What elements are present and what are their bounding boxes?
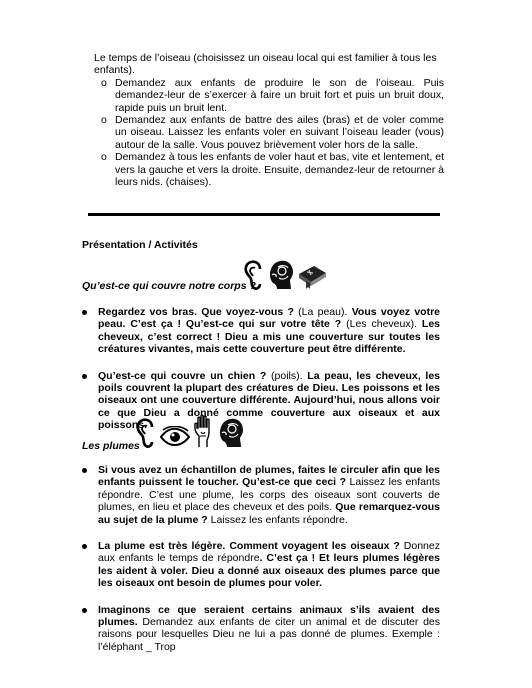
section-title-body-covering: Qu’est-ce qui couvre notre corps ? [82,280,256,292]
list-item [82,306,440,356]
head-thinking-icon [268,260,294,290]
circle-bullet: o [101,151,107,164]
circle-bullet: o [101,114,107,127]
ear-icon [244,260,265,290]
ear-icon [136,418,157,448]
item-text: La plume est très légère. Comment voyagent les oiseaux ? Donnez aux enfants le temps de répondre. C’est ça ! Et leurs plumes légères les aident à voler. Dieu a donné aux oiseaux des plumes parce que les oiseaux ont besoin de plumes pour voler. [98,540,440,590]
section1-list [82,306,440,432]
list-item [82,540,440,590]
section1-icons [244,260,327,290]
list-item: o Demandez aux enfants de produire le son de l’oiseau. Puis demandez-leur de s’exercer à faire un bruit fort et puis un bruit doux, rapide puis un bruit lent. [101,76,444,114]
circle-bullet: o [101,76,107,89]
list-item: o Demandez aux enfants de battre des ailes (bras) et de voler comme un oiseau. Laissez les enfants voler en suivant l’oiseau leader (vous) autour de la salle. Vous pouvez brièvement voler hors de la salle. [101,114,444,151]
bullet-dot [82,544,87,549]
list-item [82,604,440,654]
section2-icons [136,414,244,448]
bullet-dot [82,310,87,315]
bullet-dot [82,468,87,473]
list-item: o Demandez à tous les enfants de voler haut et bas, vite et lentement, et vers la gauche et vers la droite. Ensuite, demandez-leur de retourner à leurs nids. (chaises). [101,151,444,189]
bullet-dot [82,374,87,379]
section-title-feathers: Les plumes [82,440,140,452]
intro-line: Le temps de l’oiseau (choisissez un oiseau local qui est familier à tous les enfants). [94,52,437,77]
bible-icon [297,262,327,290]
intro-sublist [94,77,444,189]
item-text: Si vous avez un échantillon de plumes, faites le circuler afin que les enfants puissent le toucher. Qu’est-ce que ceci ? Laissez les enfants répondre. C’est une plume, les corps des oiseaux sont couverts de plumes, en lieu et place des cheveux et des poils. Que remarquez-vous au sujet de la plume ? Laissez les enfants répondre. [98,464,440,526]
intro-block [94,52,444,188]
item-text: Imaginons ce que seraient certains animaux s’ils avaient des plumes. Demandez aux enfants de citer un animal et de discuter des raisons pour lesquelles Dieu ne lui a pas donné de plumes. Exemple : l’éléphant _ Trop [98,603,440,653]
bullet-dot [82,608,87,613]
list-item [82,464,440,526]
horizontal-rule [88,213,440,216]
item-text: Regardez vos bras. Que voyez-vous ? (La peau). Vous voyez votre peau. C’est ça ! Qu’est-ce qui sur votre tête ? (Les cheveux). Les cheveux, c’est correct ! Dieu a mis une couverture sur toutes les créatures vivantes, mais cette couverture peut être différente. [98,306,441,356]
item-text: Qu’est-ce qui couvre un chien ? (poils). La peau, les cheveux, les poils couvrent la plupart des créatures de Dieu. Les poissons et les oiseaux ont une couverture différente. Aujourd’hui, nous allons voir ce que Dieu a donné comme couverture aux oiseaux et aux poissons. [98,369,441,432]
section2-list [82,464,440,653]
eye-icon [160,426,190,448]
section-heading: Présentation / Activités [82,239,198,251]
head-thinking-icon [218,418,244,448]
hand-icon [193,414,215,448]
